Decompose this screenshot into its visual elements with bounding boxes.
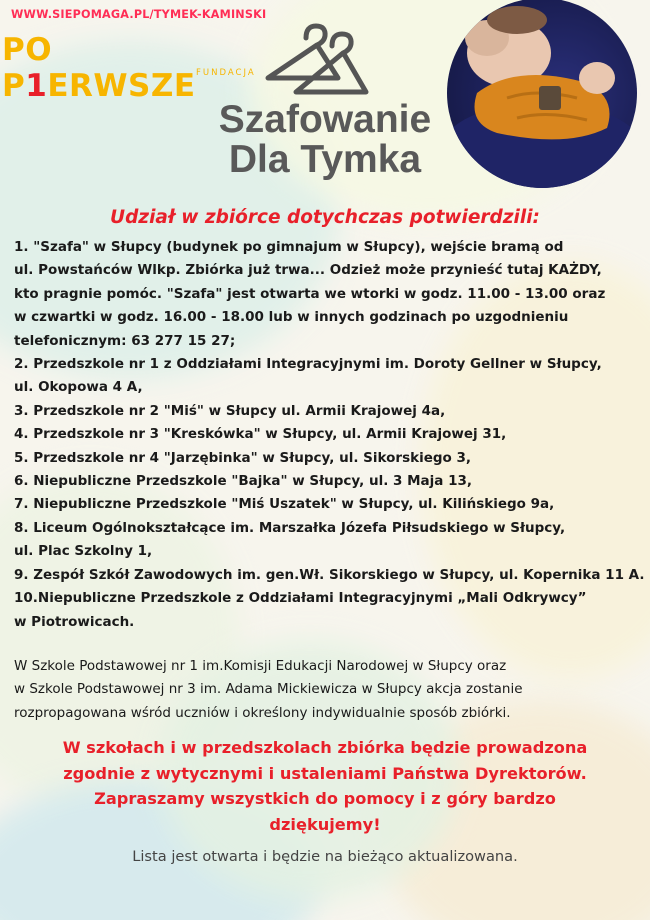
list-line: kto pragnie pomóc. "Szafa" jest otwarta we wtorki w godz. 11.00 - 13.00 oraz <box>14 285 606 302</box>
list-line: 7. Niepubliczne Przedszkole "Miś Uszatek" w Słupcy, ul. Kilińskiego 9a, <box>14 496 555 513</box>
paragraph-line: w Szkole Podstawowej nr 3 im. Adama Mickiewicza w Słupcy akcja zostanie <box>14 681 523 698</box>
logo-wordmark: PO P1ERWSZE <box>2 32 196 104</box>
paragraph-line: W Szkole Podstawowej nr 1 im.Komisji Edukacji Narodowej w Słupcy oraz <box>14 658 507 674</box>
confirmed-participants-heading: Udział w zbiórce dotychczas potwierdzili: <box>110 207 540 228</box>
footer-note: Lista jest otwarta i będzie na bieżąco aktualizowana. <box>132 848 518 865</box>
participants-list <box>14 236 646 634</box>
list-line: ul. Okopowa 4 A, <box>14 379 143 396</box>
invitation-line: dziękujemy! <box>269 814 381 834</box>
invitation-message <box>0 735 650 837</box>
list-line: 5. Przedszkole nr 4 "Jarzębinka" w Słupcy, ul. Sikorskiego 3, <box>14 449 472 466</box>
fundacja-logo <box>0 32 256 104</box>
list-line: w Piotrowicach. <box>14 613 135 630</box>
campaign-url[interactable]: WWW.SIEPOMAGA.PL/TYMEK-KAMINSKI <box>11 8 267 21</box>
list-line: 6. Niepubliczne Przedszkole "Bajka" w Słupcy, ul. 3 Maja 13, <box>14 473 473 490</box>
list-line: 8. Liceum Ogólnokształcące im. Marszałka Józefa Piłsudskiego w Słupcy, <box>14 519 566 536</box>
paragraph-line: rozpropagowana wśród uczniów i określony indywidualnie sposób zbiórki. <box>14 704 511 721</box>
invitation-line: Zapraszamy wszystkich do pomocy i z góry bardzo <box>94 789 556 808</box>
list-line: 4. Przedszkole nr 3 "Kreskówka" w Słupcy, ul. Armii Krajowej 31, <box>14 426 507 443</box>
schools-paragraph <box>14 655 646 725</box>
invitation-line: W szkołach i w przedszkolach zbiórka będzie prowadzona <box>62 738 588 757</box>
list-line: ul. Plac Szkolny 1, <box>14 543 153 560</box>
logo-subtitle: FUNDACJA <box>196 68 256 78</box>
list-line: 1. "Szafa" w Słupcy (budynek po gimnajum w Słupcy), wejście bramą od <box>14 239 564 255</box>
baby-photo <box>447 0 637 188</box>
page-title: Szafowanie Dla Tymka <box>218 98 432 181</box>
invitation-line: zgodnie z wytycznymi i ustaleniami Państwa Dyrektorów. <box>63 763 587 783</box>
list-line: ul. Powstańców Wlkp. Zbiórka już trwa... Odzież może przynieść tutaj KAŻDY, <box>14 262 602 279</box>
list-line: 3. Przedszkole nr 2 "Miś" w Słupcy ul. Armii Krajowej 4a, <box>14 402 446 419</box>
clothes-hanger-icon <box>258 20 378 100</box>
list-line: 9. Zespół Szkół Zawodowych im. gen.Wł. Sikorskiego w Słupcy, ul. Kopernika 11 A. <box>14 566 645 583</box>
list-line: telefonicznym: 63 277 15 27; <box>14 332 236 349</box>
list-line: w czwartki w godz. 16.00 - 18.00 lub w innych godzinach po uzgodnieniu <box>14 309 569 326</box>
list-line: 2. Przedszkole nr 1 z Oddziałami Integracyjnymi im. Doroty Gellner w Słupcy, <box>14 356 602 373</box>
list-line: 10.Niepubliczne Przedszkole z Oddziałami Integracyjnymi „Mali Odkrywcy” <box>14 590 587 607</box>
